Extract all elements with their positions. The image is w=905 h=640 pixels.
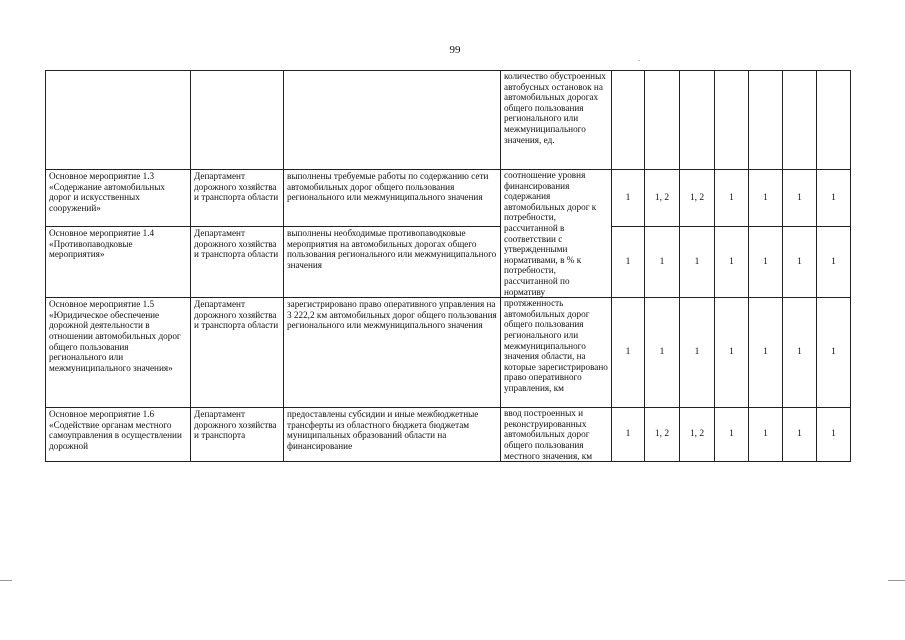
- value-cell: 1: [715, 298, 749, 408]
- value-cell: 1, 2: [645, 408, 680, 462]
- value-cell: 1: [612, 408, 645, 462]
- value-cell: 1: [817, 226, 851, 297]
- value-cell: [817, 71, 851, 170]
- value-cell: 1: [715, 408, 749, 462]
- right-margin-mark: [888, 580, 905, 581]
- table-row: [46, 71, 851, 170]
- table-row: [46, 170, 851, 227]
- scan-speck: [638, 60, 640, 61]
- result-cell: выполнены требуемые работы по содержанию сети автомобильных дорог общего пользования регионального или межмуниципального значения: [284, 170, 501, 227]
- value-cell: [680, 71, 715, 170]
- value-cell: 1: [783, 408, 817, 462]
- value-cell: 1: [749, 298, 783, 408]
- value-cell: 1: [612, 226, 645, 297]
- result-cell: предоставлены субсидии и иные межбюджетные трансферты из областного бюджета бюджетам муниципальных образований области на финансирование: [284, 408, 501, 462]
- table-row: [46, 298, 851, 408]
- indicator-cell: ввод построенных и реконструированных автомобильных дорог общего пользования местного значения, км: [501, 408, 612, 462]
- value-cell: 1: [817, 408, 851, 462]
- indicator-cell: протяженность автомобильных дорог общего пользования регионального или межмуниципального значения области, на которые зарегистрировано право оперативного управления, км: [501, 298, 612, 408]
- executor-cell: Департамент дорожного хозяйства и транспорта области: [191, 298, 284, 408]
- program-table: [45, 70, 851, 462]
- value-cell: 1: [645, 226, 680, 297]
- result-cell: [284, 71, 501, 170]
- value-cell: 1: [715, 170, 749, 227]
- value-cell: 1: [817, 170, 851, 227]
- value-cell: 1, 2: [680, 408, 715, 462]
- value-cell: 1: [749, 226, 783, 297]
- left-margin-mark: [0, 580, 12, 581]
- event-cell: Основное мероприятие 1.5 «Юридическое обеспечение дорожной деятельности в отношении автомобильных дорог общего пользования регионального или межмуниципального значения»: [46, 298, 191, 408]
- result-cell: зарегистрировано право оперативного управления на 3 222,2 км автомобильных дорог общего пользования регионального или межмуниципального значения: [284, 298, 501, 408]
- value-cell: 1: [680, 298, 715, 408]
- value-cell: 1: [817, 298, 851, 408]
- event-cell: Основное мероприятие 1.4 «Противопаводковые мероприятия»: [46, 226, 191, 297]
- value-cell: 1: [612, 170, 645, 227]
- event-cell: Основное мероприятие 1.3 «Содержание автомобильных дорог и искусственных сооружений»: [46, 170, 191, 227]
- indicator-cell: количество обустроенных автобусных остановок на автомобильных дорогах общего пользования регионального или межмуниципального значения, ед.: [501, 71, 612, 170]
- result-cell: выполнены необходимые противопаводковые мероприятия на автомобильных дорогах общего пользования регионального или межмуниципального значения: [284, 226, 501, 297]
- indicator-cell: соотношение уровня финансирования содержания автомобильных дорог к потребности, рассчитанной в соответствии с утвержденными нормативами, в % к потребности, рассчитанной по нормативу: [501, 170, 612, 298]
- executor-cell: [191, 71, 284, 170]
- page-number: 99: [449, 44, 461, 56]
- executor-cell: Департамент дорожного хозяйства и транспорта: [191, 408, 284, 462]
- value-cell: 1: [783, 226, 817, 297]
- value-cell: [749, 71, 783, 170]
- value-cell: 1: [749, 408, 783, 462]
- table-row: [46, 408, 851, 462]
- event-cell: [46, 71, 191, 170]
- value-cell: 1: [783, 170, 817, 227]
- event-cell: Основное мероприятие 1.6 «Содействие органам местного самоуправления в осуществлении дорожной: [46, 408, 191, 462]
- value-cell: 1, 2: [645, 170, 680, 227]
- value-cell: 1: [680, 226, 715, 297]
- value-cell: [612, 71, 645, 170]
- value-cell: 1: [783, 298, 817, 408]
- table-row: [46, 226, 851, 297]
- value-cell: [783, 71, 817, 170]
- value-cell: 1: [715, 226, 749, 297]
- value-cell: 1: [612, 298, 645, 408]
- executor-cell: Департамент дорожного хозяйства и транспорта области: [191, 170, 284, 227]
- value-cell: [645, 71, 680, 170]
- value-cell: 1: [749, 170, 783, 227]
- executor-cell: Департамент дорожного хозяйства и транспорта области: [191, 226, 284, 297]
- value-cell: 1, 2: [680, 170, 715, 227]
- value-cell: 1: [645, 298, 680, 408]
- value-cell: [715, 71, 749, 170]
